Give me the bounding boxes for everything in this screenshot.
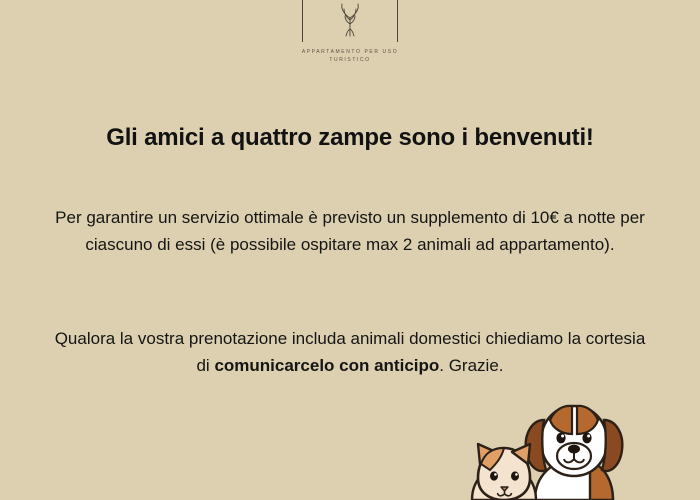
paragraph-advance-notice xyxy=(50,325,650,379)
logo-frame xyxy=(302,0,398,42)
brand-logo xyxy=(0,0,700,64)
dog-and-cat-illustration xyxy=(440,390,700,500)
paragraph-advance-notice-emphasis: comunicarcelo con anticipo xyxy=(214,356,440,375)
tree-line-art-logo-icon xyxy=(303,0,397,38)
paragraph-advance-notice-part2: . Grazie. xyxy=(439,356,504,375)
paragraph-supplement: Per garantire un servizio ottimale è previsto un supplemento di 10€ a notte per ciascuno di essi (è possibile ospitare max 2 animali ad appartamento). xyxy=(55,208,645,254)
paragraph-advance-notice-part1: Qualora la vostra prenotazione includa animali domestici chiediamo la cortesia di xyxy=(54,329,646,375)
logo-caption-line-2: TURISTICO xyxy=(329,57,371,63)
page-title: Gli amici a quattro zampe sono i benvenuti! xyxy=(106,124,594,151)
logo-caption-line-1: APPARTAMENTO PER USO xyxy=(301,49,399,55)
logo-caption xyxy=(302,48,398,64)
